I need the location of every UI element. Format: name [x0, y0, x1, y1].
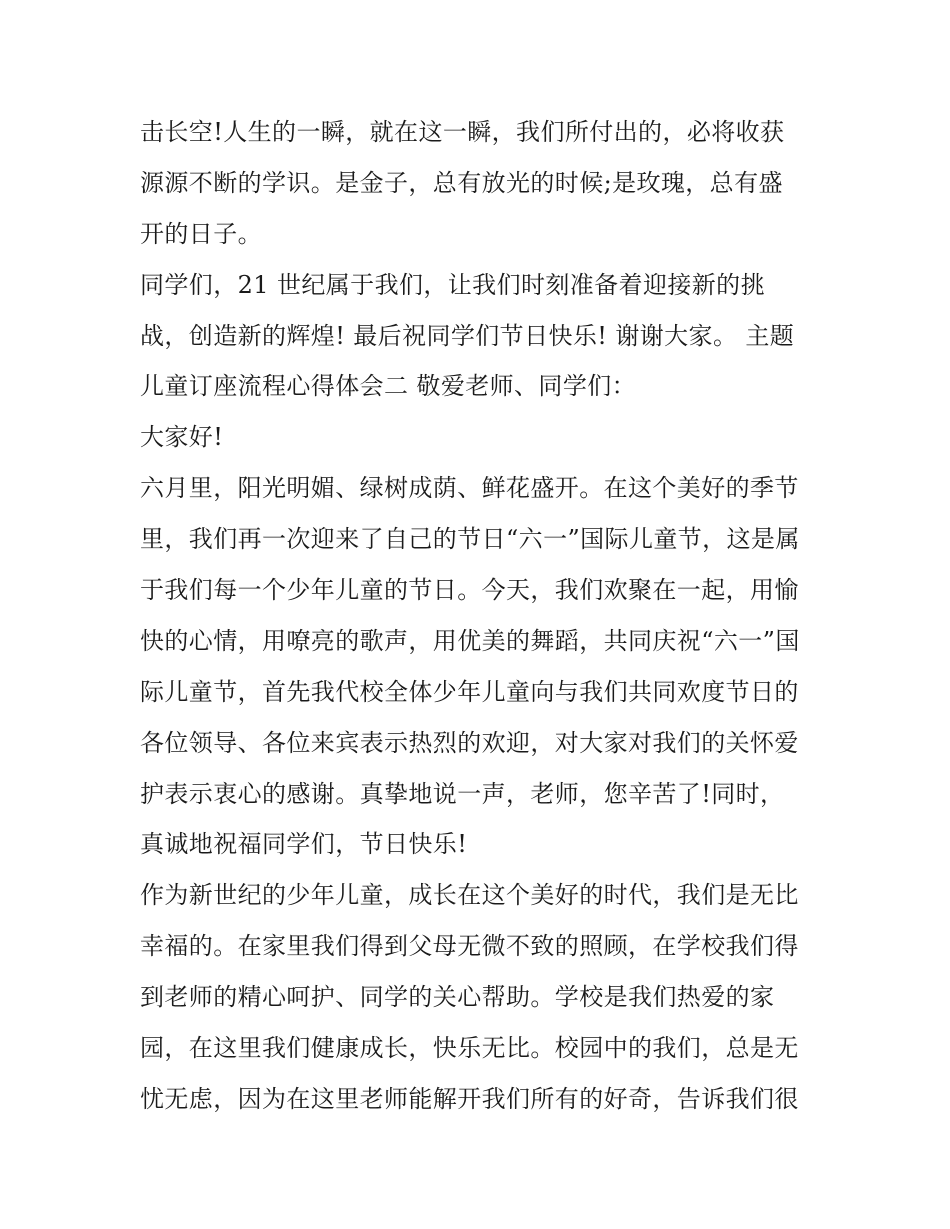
document-body: [140, 107, 840, 1125]
text-line: 开的日子。: [140, 219, 262, 248]
text-line: 于我们每一个少年儿童的节日。今天，我们欢聚在一起，用愉: [140, 576, 799, 605]
text-line: 儿童订座流程心得体会二 敬爱老师、同学们：: [140, 372, 637, 401]
text-line: 大家好!: [140, 423, 224, 452]
text-line: 护表示衷心的感谢。真挚地说一声，老师，您辛苦了!同时，: [140, 779, 785, 808]
text-line: 各位领导、各位来宾表示热烈的欢迎，对大家对我们的关怀爱: [140, 728, 799, 757]
text-line: 际儿童节，首先我代校全体少年儿童向与我们共同欢度节日的: [140, 677, 799, 706]
text-line: 到老师的精心呵护、同学的关心帮助。学校是我们热爱的家: [140, 983, 775, 1012]
text-line: 快的心情，用嘹亮的歌声，用优美的舞蹈，共同庆祝“六一”国: [140, 626, 800, 655]
text-line: 园，在这里我们健康成长，快乐无比。校园中的我们，总是无: [140, 1034, 799, 1063]
text-line: 六月里，阳光明媚、绿树成荫、鲜花盛开。在这个美好的季节: [140, 474, 799, 503]
text-line: 源源不断的学识。是金子，总有放光的时候;是玫瑰，总有盛: [140, 168, 783, 197]
text-line: 幸福的。在家里我们得到父母无微不致的照顾，在学校我们得: [140, 932, 799, 961]
text-line: 忧无虑，因为在这里老师能解开我们所有的好奇，告诉我们很: [140, 1084, 799, 1113]
text-line: 同学们，21 世纪属于我们，让我们时刻准备着迎接新的挑: [140, 270, 765, 299]
text-line: 作为新世纪的少年儿童，成长在这个美好的时代，我们是无比: [140, 881, 799, 910]
text-line: 击长空!人生的一瞬，就在这一瞬，我们所付出的，必将收获: [140, 118, 785, 146]
text-line: 里，我们再一次迎来了自己的节日“六一”国际儿童节，这是属: [140, 525, 800, 554]
text-line: 真诚地祝福同学们，节日快乐!: [140, 830, 468, 859]
text-line: 战，创造新的辉煌! 最后祝同学们节日快乐! 谢谢大家。 主题: [140, 321, 795, 350]
